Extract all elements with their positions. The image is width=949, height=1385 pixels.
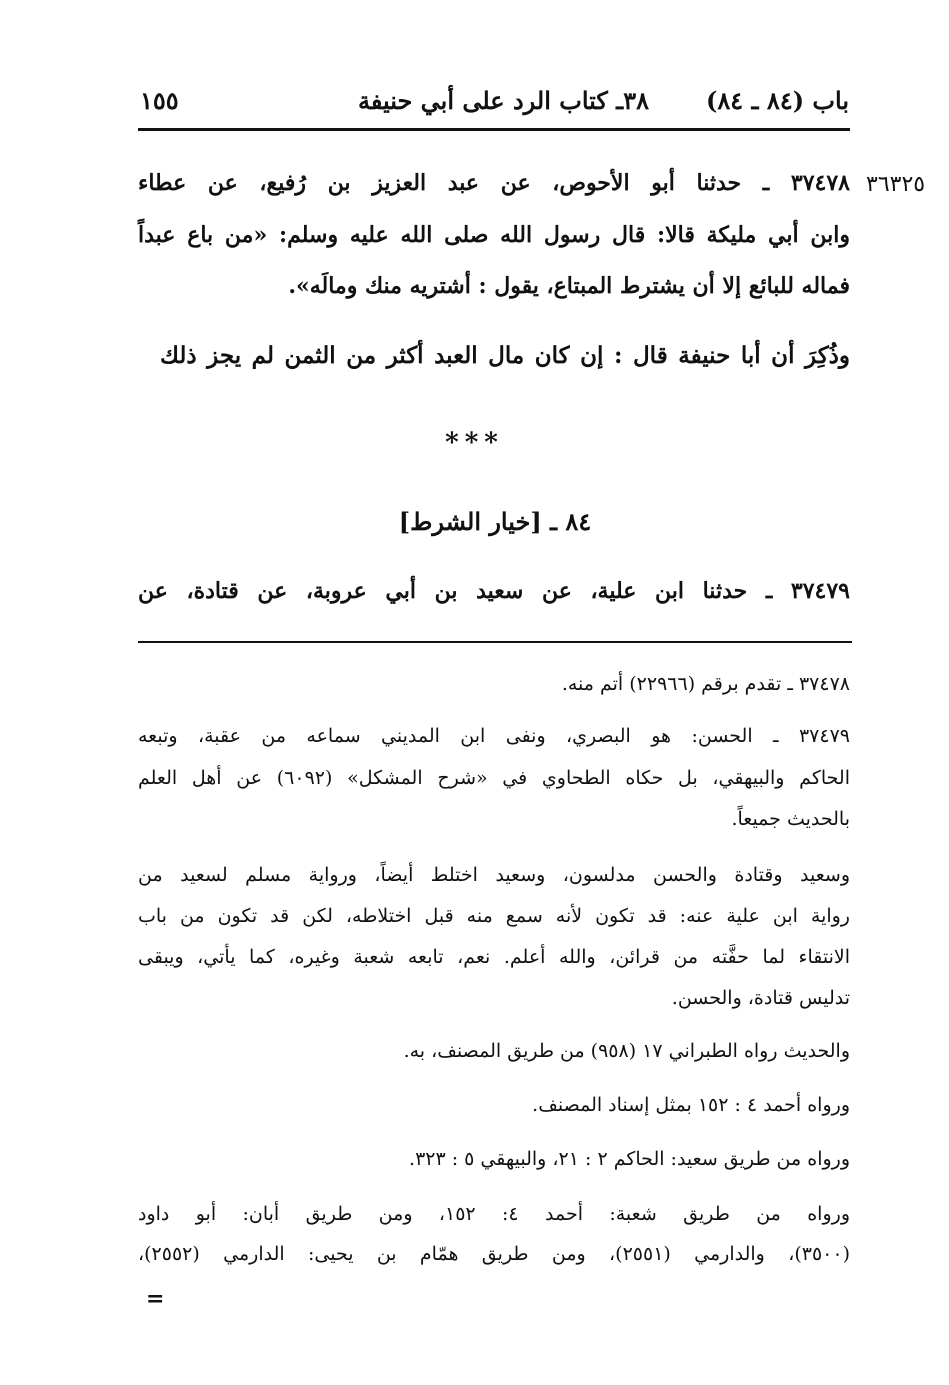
header-divider — [138, 128, 850, 131]
footnote-para-5: ورواه أحمد ٤ : ١٥٢ بمثل إسناد المصنف. — [532, 1094, 850, 1116]
hadith-2-line: ٣٧٤٧٩ ـ حدثنا ابن علية، عن سعيد بن أبي عروبة، عن قتادة، عن — [138, 578, 850, 604]
footnote-para-3-line-2: رواية ابن علية عنه: قد تكون لأنه سمع منه قبل اختلاطه، لكن قد تكون من باب — [138, 905, 850, 927]
page-number: ١٥٥ — [140, 86, 179, 115]
footnote-para-6: ورواه من طريق سعيد: الحاكم ٢ : ٢١، والبيهقي ٥ : ٣٢٣. — [409, 1148, 850, 1170]
footnote-37478: ٣٧٤٧٨ ـ تقدم برقم (٢٢٩٦٦) أتم منه. — [561, 673, 850, 695]
footnote-para-7-line-2: (٣٥٠٠)، والدارمي (٢٥٥١)، ومن طريق همّام بن يحيى: الدارمي (٢٥٥٢)، — [138, 1243, 850, 1265]
footnote-37479-line-1: ٣٧٤٧٩ ـ الحسن: هو البصري، ونفى ابن المديني سماعه من عقبة، وتبعه — [138, 725, 850, 747]
book-title: ٣٨ـ كتاب الرد على أبي حنيفة — [357, 86, 649, 115]
footnote-para-7-line-1: ورواه من طريق شعبة: أحمد ٤: ١٥٢، ومن طريق أبان: أبو داود — [138, 1203, 850, 1225]
chapter-range: باب (٨٤ ـ ٨٤) — [706, 86, 849, 115]
footnote-para-4: والحديث رواه الطبراني ١٧ (٩٥٨) من طريق المصنف، به. — [403, 1040, 850, 1062]
footnote-37479-line-2: الحاكم والبيهقي، بل حكاه الطحاوي في «شرح المشكل» (٦٠٩٢) عن أهل العلم — [138, 767, 850, 789]
footnote-para-3-line-1: وسعيد وقتادة والحسن مدلسون، وسعيد اختلط أيضاً، ورواية مسلم لسعيد من — [138, 864, 850, 886]
continuation-mark: = — [146, 1286, 165, 1312]
chapter-heading: ٨٤ ـ [خيار الشرط] — [398, 507, 592, 536]
abu-hanifa-statement: وذُكِرَ أن أبا حنيفة قال : إن كان مال العبد أكثر من الثمن لم يجز ذلك — [160, 342, 850, 369]
section-separator: *** — [445, 428, 504, 458]
footnote-para-3-line-4: تدليس قتادة، والحسن. — [671, 987, 850, 1009]
footnote-37479-line-3: بالحديث جميعاً. — [731, 808, 850, 830]
margin-number: ٣٦٣٢٥ — [866, 172, 926, 197]
footnote-para-3-line-3: الانتقاء لما حفَّته من قرائن، والله أعلم. نعم، تابعه شعبة وغيره، كما يأتي، ويبقى — [138, 946, 850, 968]
hadith-line-3: فماله للبائع إلا أن يشترط المبتاع، يقول : أشتريه منك ومالَه». — [288, 273, 850, 299]
hadith-line-1: ٣٧٤٧٨ ـ حدثنا أبو الأحوص، عن عبد العزيز بن رُفيع، عن عطاء — [138, 170, 850, 196]
footnote-divider — [138, 641, 852, 643]
hadith-line-2: وابن أبي مليكة قالا: قال رسول الله صلى الله عليه وسلم: «من باع عبداً — [138, 222, 850, 248]
